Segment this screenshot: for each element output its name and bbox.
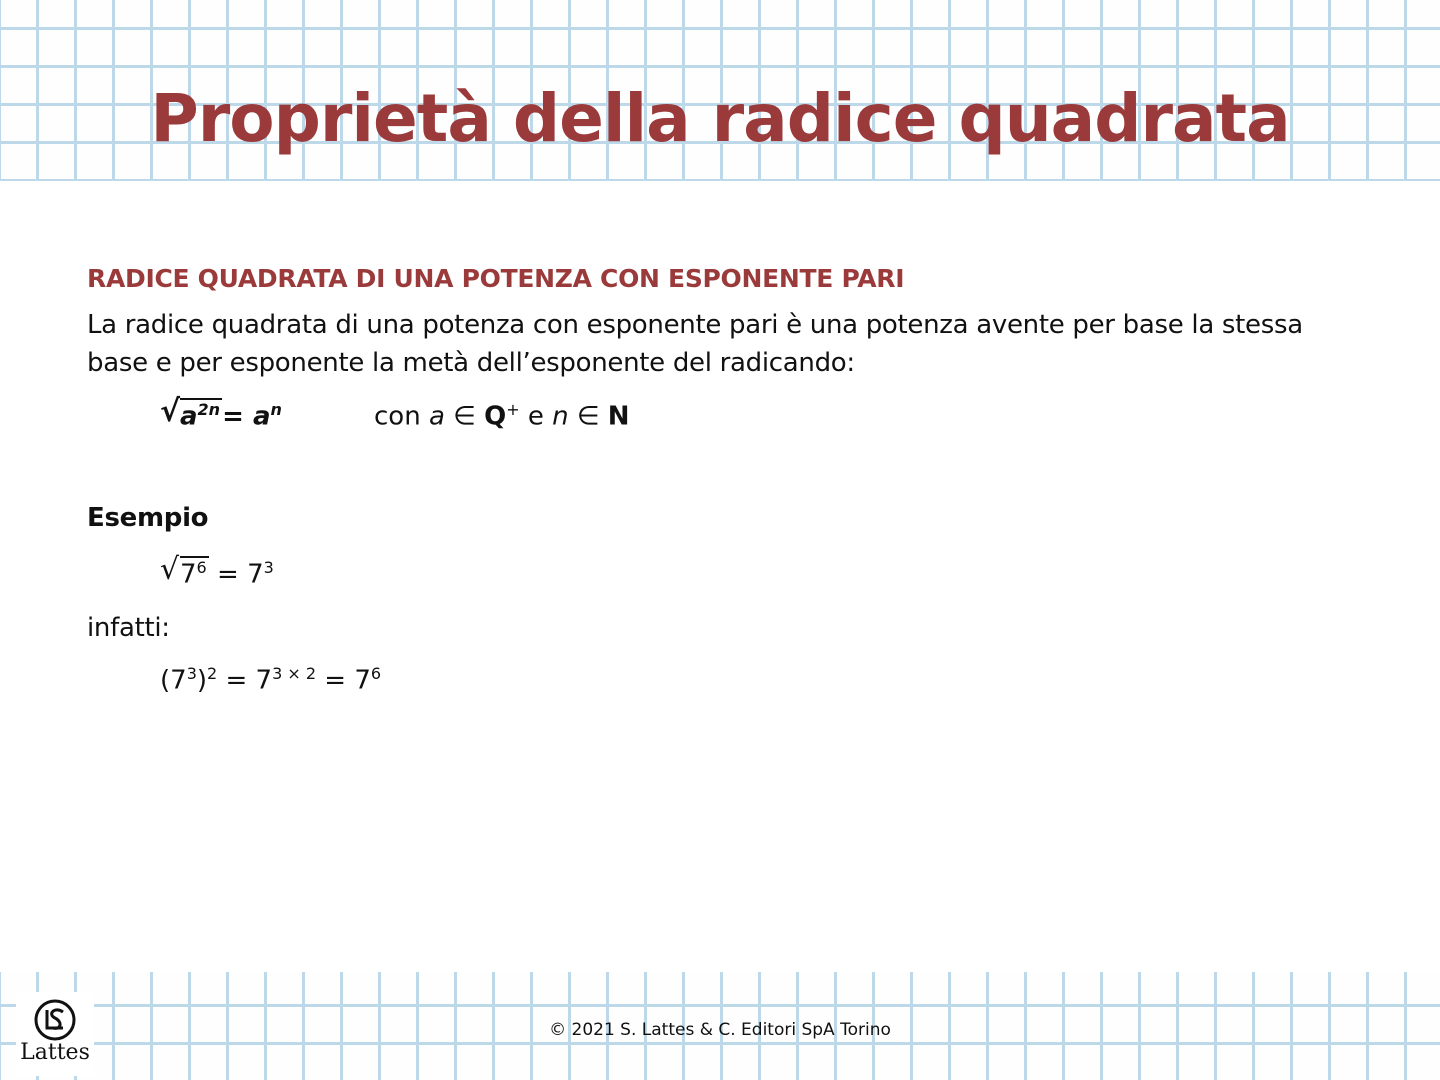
condition-prefix: con: [374, 401, 421, 432]
equals: =: [222, 401, 244, 432]
slide-title: Proprietà della radice quadrata: [150, 80, 1290, 157]
proof-close: ): [196, 665, 208, 696]
set-q: Q: [484, 401, 507, 432]
radical-icon: √: [160, 394, 181, 429]
square-root: [160, 552, 209, 590]
proof-base: 7: [354, 665, 371, 696]
radicand-exponent: 6: [196, 558, 207, 577]
example-heading: Esempio: [87, 503, 209, 533]
var-a: a: [428, 401, 445, 432]
equals: =: [324, 665, 347, 696]
radicand-base: a: [180, 401, 198, 432]
set-q-sup: +: [506, 400, 520, 419]
proof-inner-exp: 3: [186, 664, 197, 683]
logo-text: Lattes: [20, 1040, 90, 1065]
formula-condition: [374, 400, 630, 432]
paragraph-line-2: base e per esponente la metà dell’esponente del radicando:: [87, 348, 855, 378]
result-exponent: n: [270, 400, 282, 419]
square-root: [160, 394, 222, 432]
element-of: ∈: [576, 401, 600, 432]
radicand-base: 7: [180, 559, 197, 590]
infatti-label: infatti:: [87, 613, 170, 643]
section-heading: RADICE QUADRATA DI UNA POTENZA CON ESPONENTE PARI: [87, 264, 905, 293]
element-of: ∈: [453, 401, 476, 432]
var-n: n: [552, 401, 569, 432]
proof-outer-exp: 2: [207, 664, 218, 683]
copyright-footer: © 2021 S. Lattes & C. Editori SpA Torino: [549, 1020, 891, 1040]
result-exponent: 3: [263, 558, 274, 577]
proof-exp: 3 × 2: [272, 664, 317, 683]
proof-open: (7: [160, 665, 187, 696]
radicand-exponent: 2n: [197, 400, 221, 419]
set-n: N: [607, 401, 630, 432]
and: e: [527, 401, 544, 432]
example-formula: [160, 552, 274, 590]
equals: =: [225, 665, 248, 696]
equals: =: [217, 559, 239, 590]
proof-formula: [160, 664, 381, 696]
formula-rule: [160, 394, 282, 432]
radical-icon: √: [160, 552, 180, 587]
paragraph-line-1: La radice quadrata di una potenza con esponente pari è una potenza avente per base la stessa: [87, 310, 1303, 340]
proof-base: 7: [255, 665, 273, 696]
result-base: a: [252, 401, 271, 432]
result-base: 7: [247, 559, 264, 590]
proof-exp: 6: [370, 664, 382, 683]
